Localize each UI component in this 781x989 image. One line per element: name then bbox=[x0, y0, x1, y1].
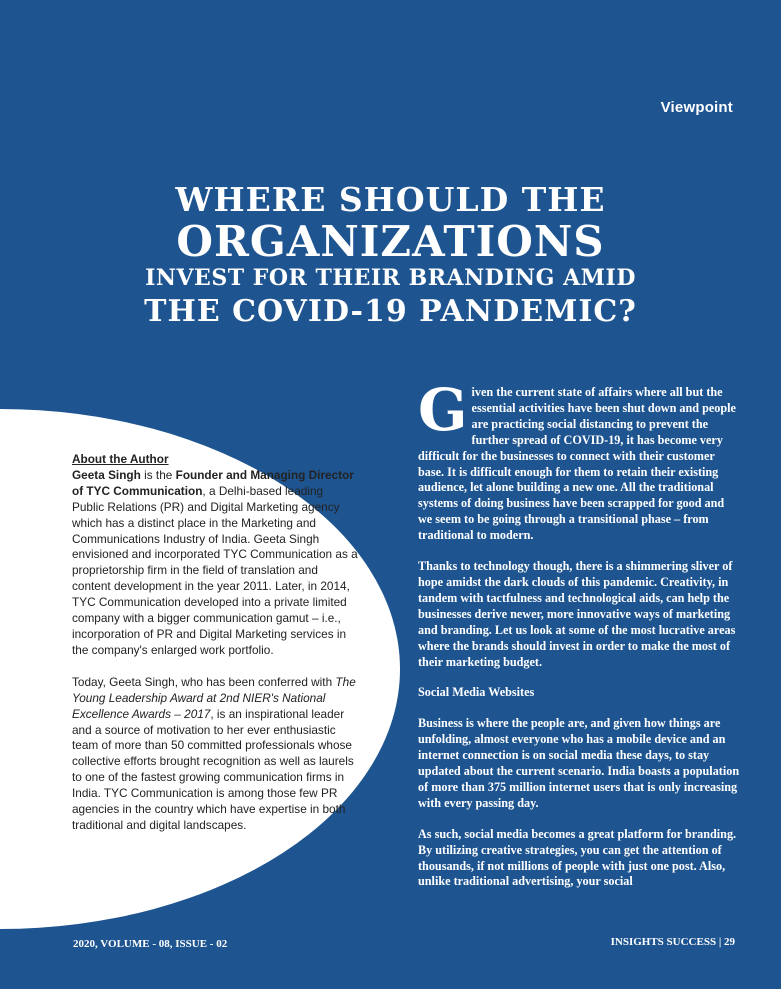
article-body bbox=[418, 376, 740, 905]
headline-line-3: INVEST FOR THEIR BRANDING AMID bbox=[145, 265, 636, 291]
author-text-2: , a Delhi-based leading Public Relations (PR) and Digital Marketing agency which has a distinct place in the Marketing and Communications Industry of India. Geeta Singh envisioned and incorporated TYC Communication as a proprietorship firm in the field of translation and content development in the year 2011. Later, in 2014, TYC Communication developed into a private limited company with a bigger communication gamut – i.e., incorporation of PR and Digital Marketing services in the company's enlarged work portfolio. bbox=[72, 483, 358, 657]
article-paragraph-1 bbox=[418, 376, 740, 544]
headline bbox=[0, 180, 781, 332]
publication-page-number: INSIGHTS SUCCESS | 29 bbox=[610, 936, 735, 948]
author-para2-start: Today, Geeta Singh, who has been conferred with bbox=[72, 674, 336, 689]
author-text-1: is the bbox=[140, 467, 176, 482]
section-tag: Viewpoint bbox=[660, 99, 733, 116]
article-paragraph-3: Business is where the people are, and given how things are unfolding, almost everyone who has a mobile device and an internet connection is on social media these days, to stay updated about the current scenario. India boasts a population of more than 375 million internet users that is only increasing with every passing day. bbox=[418, 716, 740, 810]
author-name: Geeta Singh bbox=[72, 467, 141, 482]
about-author-box bbox=[72, 452, 358, 834]
article-paragraph-2: Thanks to technology though, there is a shimmering sliver of hope amidst the dark clouds of this pandemic. Creativity, in tandem with tactfulness and technological aids, can help the businesses derive newer, more innovative ways of marketing and branding. Let us look at some of the most lucrative areas where the brands should invest in order to make the most of their marketing budget. bbox=[418, 559, 736, 669]
author-heading: About the Author bbox=[72, 452, 169, 466]
issue-info: 2020, VOLUME - 08, ISSUE - 02 bbox=[73, 938, 228, 950]
headline-line-1: WHERE SHOULD THE bbox=[175, 180, 606, 219]
headline-line-2: ORGANIZATIONS bbox=[176, 217, 605, 266]
author-title: Founder and Managing Director of TYC Communication bbox=[72, 467, 354, 498]
article-paragraph-4: As such, social media becomes a great platform for branding. By utilizing creative strategies, you can get the attention of thousands, if not millions of people with just one post. Also, unlike traditional advertising, your social bbox=[418, 826, 737, 889]
article-paragraph-1-text: iven the current state of affairs where all but the essential activities have been shut down and people are practicing social distancing to prevent the further spread of COVID-19, it has become very difficult for the businesses to connect with their customer base. It is difficult enough for them to retain their existing audience, let alone building a new one. All the traditional systems of doing business have been scrapped for good and we seem to be going through a transitional phase – from traditional to modern. bbox=[418, 385, 736, 543]
drop-cap: G bbox=[418, 376, 468, 444]
headline-line-4: THE COVID-19 PANDEMIC? bbox=[144, 294, 637, 329]
article-subhead: Social Media Websites bbox=[418, 685, 535, 700]
author-award: The Young Leadership Award at 2nd NIER's National Excellence Awards – 2017 bbox=[72, 674, 356, 721]
author-para2-end: , is an inspirational leader and a source of motivation to her ever enthusiastic team of more than 50 committed professionals whose collective efforts brought recognition as well as laurels to one of the fastest growing communication firms in India. TYC Communication is among those few PR agencies in the country which have expertise in both traditional and digital landscapes. bbox=[72, 706, 354, 832]
